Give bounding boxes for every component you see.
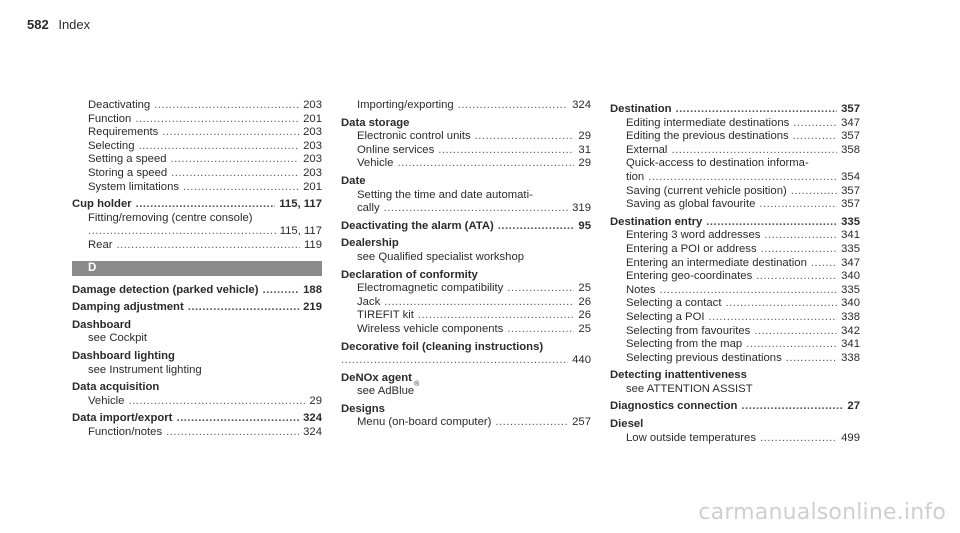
index-heading: [341, 341, 591, 355]
entry-text: see ATTENTION ASSIST: [626, 382, 753, 395]
dot-leader: [761, 243, 838, 257]
index-entry: [610, 325, 860, 339]
index-entry: [341, 144, 591, 158]
index-entry: [72, 126, 322, 140]
index-entry: [341, 381, 591, 399]
dot-leader: [793, 130, 837, 144]
index-entry: [72, 167, 322, 181]
dot-leader: [341, 354, 568, 368]
dot-leader: [498, 220, 575, 234]
entry-text: Menu (on-board computer): [357, 416, 492, 429]
index-entry: [72, 140, 322, 154]
entry-text: System limitations: [88, 180, 180, 193]
dot-leader: [754, 325, 837, 339]
entry-text: Detecting inattentiveness: [610, 369, 747, 382]
index-entry: [341, 130, 591, 144]
index-entry: [610, 171, 860, 185]
dot-leader: [759, 198, 837, 212]
page-ref: 27: [847, 400, 860, 413]
dot-leader: [660, 284, 838, 298]
entry-text: Dealership: [341, 237, 399, 250]
page-ref: 203: [303, 166, 322, 179]
page-ref: 324: [303, 412, 322, 425]
page-ref: 203: [303, 139, 322, 152]
index-heading: [341, 372, 591, 386]
entry-text: Cup holder: [72, 198, 132, 211]
index-entry: [72, 332, 322, 346]
entry-text: Selecting from favourites: [626, 324, 751, 337]
dot-leader: [507, 282, 574, 296]
entry-text: Storing a speed: [88, 166, 168, 179]
index-entry: [72, 181, 322, 195]
entry-text: DeNOx agent: [341, 371, 412, 384]
entry-text: Saving as global favourite: [626, 198, 756, 211]
dot-leader: [458, 99, 568, 113]
dot-leader: [162, 126, 299, 140]
entry-text: Dashboard lighting: [72, 349, 175, 362]
page-header: [27, 17, 90, 32]
dot-leader: [764, 229, 837, 243]
entry-text: Entering a POI or address: [626, 242, 757, 255]
page-ref: 340: [841, 297, 860, 310]
entry-text: Damage detection (parked vehicle): [72, 283, 259, 296]
entry-text: Importing/exporting: [357, 99, 454, 111]
index-entry: [341, 157, 591, 171]
dot-leader: [384, 296, 574, 310]
entry-text: Declaration of conformity: [341, 268, 478, 281]
entry-text: see AdBlue: [357, 385, 415, 398]
index-group-d-start: [72, 284, 322, 440]
entry-text: tion: [626, 170, 645, 183]
index-heading: [610, 216, 860, 230]
page-ref: 324: [572, 99, 591, 111]
index-column-3: [610, 99, 860, 445]
entry-text: Designs: [341, 402, 385, 415]
entry-text: see Qualified specialist workshop: [357, 250, 525, 263]
entry-text: Setting a speed: [88, 153, 167, 166]
entry-text: Deactivating: [88, 99, 151, 111]
page-ref: 354: [841, 170, 860, 183]
index-entry: [72, 239, 322, 253]
dot-leader: [183, 181, 299, 195]
page-ref: 29: [309, 394, 322, 407]
entry-text: Data import/export: [72, 412, 173, 425]
index-entry: [610, 130, 860, 144]
dot-leader: [188, 301, 299, 315]
index-entry: [610, 257, 860, 271]
page-ref: 25: [578, 282, 591, 295]
index-entry: [610, 432, 860, 446]
dot-leader: [786, 352, 837, 366]
entry-text: Damping adjustment: [72, 301, 184, 314]
dot-leader: [135, 113, 299, 127]
index-heading: [341, 237, 591, 251]
index-entry: [610, 311, 860, 325]
dot-leader: [171, 167, 299, 181]
entry-text: Selecting a POI: [626, 310, 705, 323]
dot-leader: [741, 400, 843, 414]
page-ref: 115, 117: [279, 225, 322, 238]
entry-text: Notes: [626, 283, 656, 296]
page-ref: 357: [841, 103, 860, 115]
index-heading: [72, 350, 322, 364]
index-entry: [72, 395, 322, 409]
entry-text: Data acquisition: [72, 381, 160, 394]
index-entry: [610, 297, 860, 311]
page-ref: 358: [841, 143, 860, 156]
index-entry: [72, 99, 322, 113]
page-ref: 341: [841, 229, 860, 242]
index-heading: [72, 301, 322, 315]
index-entry: [610, 352, 860, 366]
index-entry: [610, 198, 860, 212]
page-ref: 347: [841, 256, 860, 269]
section-title: Index: [58, 17, 91, 32]
page-ref: 26: [578, 309, 591, 322]
entry-text: Vehicle: [357, 157, 394, 170]
index-heading: [610, 369, 860, 383]
index-entry: [72, 225, 322, 239]
page-ref: 31: [578, 143, 591, 156]
index-heading: [72, 319, 322, 333]
entry-text: Editing the previous destinations: [626, 130, 789, 143]
entry-text: Data storage: [341, 116, 410, 129]
dot-leader: [706, 216, 837, 230]
page-ref: 25: [578, 322, 591, 335]
dot-leader: [171, 153, 300, 167]
entry-text: Jack: [357, 295, 381, 308]
dot-leader: [648, 171, 837, 185]
page-ref: 342: [841, 324, 860, 337]
page-ref: 347: [841, 116, 860, 129]
dot-leader: [128, 395, 305, 409]
entry-text: Selecting a contact: [626, 297, 722, 310]
index-entry: [72, 364, 322, 378]
dot-leader: [136, 198, 276, 212]
index-entry: [610, 229, 860, 243]
page-ref: 115, 117: [279, 198, 322, 211]
index-entry: [610, 157, 860, 171]
index-heading: [72, 381, 322, 395]
entry-text: see Instrument lighting: [88, 363, 202, 376]
page-ref: 324: [303, 425, 322, 438]
letter-bar-d: D: [72, 261, 322, 276]
index-heading: [341, 220, 591, 234]
index-entry: [72, 153, 322, 167]
entry-text: Selecting from the map: [626, 338, 743, 351]
index-entry: [341, 282, 591, 296]
entry-text: Electronic control units: [357, 130, 471, 143]
entry-text: Entering an intermediate destination: [626, 256, 807, 269]
page-ref: 203: [303, 99, 322, 111]
page-ref: 335: [841, 242, 860, 255]
index-entry: [341, 323, 591, 337]
entry-text: Function/notes: [88, 425, 163, 438]
entry-text: Rear: [88, 238, 113, 251]
dot-leader: [760, 432, 837, 446]
dot-leader: [166, 426, 299, 440]
dot-leader: [746, 338, 837, 352]
index-heading: [341, 117, 591, 131]
page-ref: 319: [572, 202, 591, 215]
dot-leader: [475, 130, 575, 144]
index-entry: [72, 113, 322, 127]
entry-text: Date: [341, 174, 366, 187]
entry-text: Editing intermediate destinations: [626, 116, 790, 129]
index-entry: [610, 270, 860, 284]
dot-leader: [676, 103, 838, 117]
entry-text: Saving (current vehicle position): [626, 184, 787, 197]
index-entry: [341, 99, 591, 113]
page-number: 582: [27, 17, 49, 32]
index-entry: [341, 251, 591, 265]
dot-leader: [88, 225, 276, 239]
page-ref: 357: [841, 198, 860, 211]
index-heading: [341, 403, 591, 417]
entry-text: TIREFIT kit: [357, 309, 414, 322]
index-group-c-continued: [72, 99, 322, 253]
page-ref: 203: [303, 153, 322, 166]
page-ref: 257: [572, 416, 591, 429]
page-ref: 340: [841, 270, 860, 283]
entry-text: Selecting: [88, 139, 135, 152]
page-ref: 29: [578, 130, 591, 143]
index-heading: [341, 175, 591, 189]
entry-text: Quick-access to destination informa-: [626, 157, 809, 170]
dot-leader: [507, 323, 574, 337]
index-column-2: [341, 99, 591, 430]
entry-text: Low outside temperatures: [626, 431, 756, 444]
page-ref: 119: [303, 238, 322, 251]
index-entry: [610, 338, 860, 352]
entry-text: Entering geo-coordinates: [626, 270, 753, 283]
dot-leader: [117, 239, 300, 253]
page-ref: 201: [303, 112, 322, 125]
page-ref: 335: [841, 215, 860, 228]
page-ref: 357: [841, 184, 860, 197]
entry-text: Wireless vehicle components: [357, 322, 504, 335]
index-entry: [341, 202, 591, 216]
dot-leader: [262, 284, 299, 298]
page-ref: 499: [841, 431, 860, 444]
index-entry: [610, 144, 860, 158]
entry-text: Diagnostics connection: [610, 400, 738, 413]
page-ref: 338: [841, 351, 860, 364]
dot-leader: [138, 140, 299, 154]
index-heading: [72, 412, 322, 426]
entry-text: cally: [357, 202, 380, 215]
dot-leader: [709, 311, 838, 325]
dot-leader: [384, 202, 569, 216]
entry-text: Decorative foil (cleaning instructions): [341, 340, 544, 353]
index-heading: [72, 284, 322, 298]
dot-leader: [418, 309, 575, 323]
entry-text: Setting the time and date automati-: [357, 188, 533, 201]
page-ref: 335: [841, 283, 860, 296]
index-entry: [341, 296, 591, 310]
index-heading: [610, 103, 860, 117]
index-entry: [72, 212, 322, 226]
dot-leader: [495, 416, 568, 430]
index-heading: [341, 269, 591, 283]
dot-leader: [397, 157, 574, 171]
page-ref: 26: [578, 295, 591, 308]
entry-text: Destination: [610, 103, 672, 115]
index-entry: [610, 117, 860, 131]
dot-leader: [176, 412, 299, 426]
index-entry: [72, 426, 322, 440]
dot-leader: [793, 117, 837, 131]
dot-leader: [811, 257, 837, 271]
watermark: carmanualsonline.info: [698, 500, 946, 525]
entry-text: Online services: [357, 143, 435, 156]
index-entry: [341, 189, 591, 203]
index-entry: [610, 284, 860, 298]
page-ref: 201: [303, 180, 322, 193]
page-ref: 95: [578, 219, 591, 232]
index-entry: [341, 416, 591, 430]
dot-leader: [154, 99, 299, 113]
entry-text: Destination entry: [610, 215, 703, 228]
page-ref: 357: [841, 130, 860, 143]
page-ref: 203: [303, 126, 322, 139]
entry-text: see Cockpit: [88, 332, 148, 345]
dot-leader: [756, 270, 837, 284]
entry-text: External: [626, 143, 668, 156]
entry-text: Requirements: [88, 126, 159, 139]
entry-text: Entering 3 word addresses: [626, 229, 761, 242]
index-heading: [610, 418, 860, 432]
page-ref: 29: [578, 157, 591, 170]
page-ref: 341: [841, 338, 860, 351]
page-ref: 188: [303, 283, 322, 296]
index-heading: [72, 198, 322, 212]
entry-text: Diesel: [610, 418, 644, 431]
index-entry: [610, 243, 860, 257]
index-column-1: [72, 99, 322, 439]
index-entry: [610, 185, 860, 199]
page-ref: 440: [572, 354, 591, 367]
page-ref: 219: [303, 301, 322, 314]
index-entry: [341, 354, 591, 368]
dot-leader: [725, 297, 837, 311]
entry-text: Vehicle: [88, 394, 125, 407]
dot-leader: [791, 185, 837, 199]
index-entry: [341, 309, 591, 323]
index-heading: [610, 400, 860, 414]
page-ref: 338: [841, 310, 860, 323]
entry-text: Dashboard: [72, 318, 132, 331]
index-entry: [610, 383, 860, 397]
entry-text: Function: [88, 112, 132, 125]
dot-leader: [671, 144, 837, 158]
entry-text: Fitting/removing (centre console): [88, 211, 253, 224]
entry-text: Electromagnetic compatibility: [357, 282, 504, 295]
entry-text: Selecting previous destinations: [626, 351, 782, 364]
registered-mark: ®: [414, 381, 420, 389]
entry-text: Deactivating the alarm (ATA): [341, 219, 494, 232]
dot-leader: [438, 144, 574, 158]
